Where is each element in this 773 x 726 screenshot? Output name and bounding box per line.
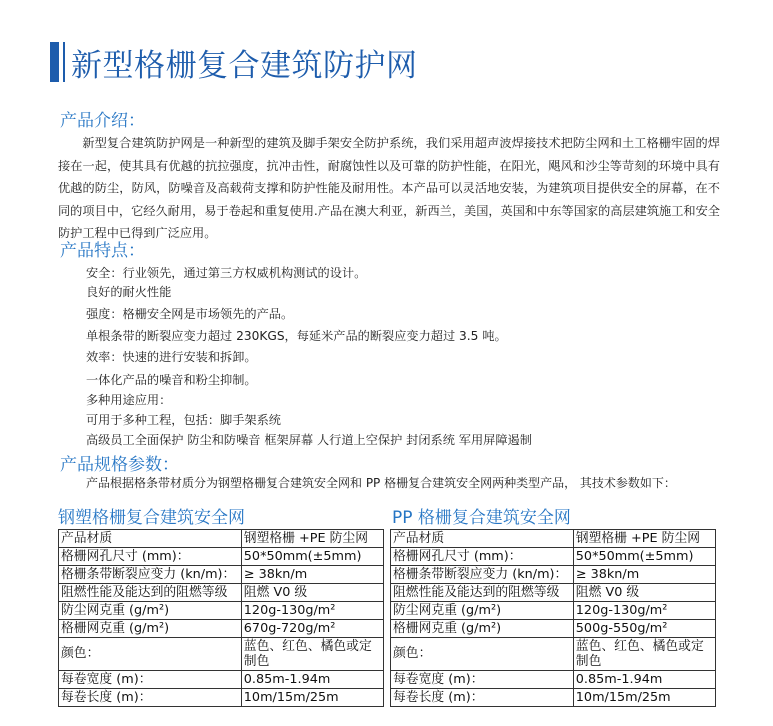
spec-value: ≥ 38kn/m: [573, 566, 715, 584]
spec-key: 阻燃性能及能达到的阻燃等级: [59, 584, 242, 602]
feature-item: 高级员工全面保护 防尘和防噪音 框架屏幕 人行道上空保护 封闭系统 军用屏障遏制: [86, 433, 532, 447]
feature-item: 可用于多种工程，包括：脚手架系统: [86, 413, 281, 427]
intro-paragraph: 新型复合建筑防护网是一种新型的建筑及脚手架安全防护系统，我们采用超声波焊接技术把防尘网和土工格栅牢固的焊接在一起，使其具有优越的抗拉强度，抗冲击性，耐腐蚀性以及可靠的防护性能，在阳光，飓风和沙尘等苛刻的环境中具有优越的防尘，防风，防噪音及高载荷支撑和防护性能及耐用性。本产品可以灵活地安装，为建筑项目提供安全的屏幕，在不同的项目中，它经久耐用，易于卷起和重复使用.产品在澳大利亚，新西兰，美国，英国和中东等国家的高层建筑施工和安全防护工程中已得到广泛应用。: [58, 136, 720, 240]
feature-item: 单根条带的断裂应变力超过 230KGS，每延米产品的断裂应变力超过 3.5 吨。: [86, 329, 507, 343]
intro-heading: 产品介绍：: [60, 111, 145, 131]
spec-value: 0.85m-1.94m: [241, 671, 383, 689]
spec-key: 格栅网克重 (g/m²): [391, 620, 574, 638]
table-row: [391, 584, 716, 602]
table-row: [391, 566, 716, 584]
spec-key: 格栅条带断裂应变力 (kn/m)：: [59, 566, 242, 584]
table-row: [391, 620, 716, 638]
spec-key: 阻燃性能及能达到的阻燃等级: [391, 584, 574, 602]
spec-value: 670g-720g/m²: [241, 620, 383, 638]
spec-value: 10m/15m/25m: [573, 689, 715, 707]
left-table-title: 钢塑格栅复合建筑安全网: [58, 508, 245, 528]
feature-item: 一体化产品的噪音和粉尘抑制。: [86, 373, 257, 387]
features-heading: 产品特点：: [60, 241, 145, 261]
table-row: [59, 584, 384, 602]
spec-key: 颜色：: [391, 638, 574, 671]
table-row: [391, 671, 716, 689]
table-row: [59, 548, 384, 566]
feature-item: 安全：行业领先，通过第三方权威机构测试的设计。: [86, 266, 367, 280]
spec-value: 120g-130g/m²: [241, 602, 383, 620]
table-row: [391, 530, 716, 548]
table-row: [59, 566, 384, 584]
spec-key: 格栅条带断裂应变力 (kn/m)：: [391, 566, 574, 584]
spec-value: 500g-550g/m²: [573, 620, 715, 638]
specs-intro: 产品根据格条带材质分为钢塑格栅复合建筑安全网和 PP 格栅复合建筑安全网两种类型产品， 其技术参数如下：: [86, 476, 676, 490]
spec-key: 防尘网克重 (g/m²): [59, 602, 242, 620]
feature-item: 强度：格栅安全网是市场领先的产品。: [86, 307, 294, 321]
table-row: [59, 602, 384, 620]
feature-item: 多种用途应用：: [86, 393, 172, 407]
spec-value: 钢塑格栅 +PE 防尘网: [241, 530, 383, 548]
page-title: 新型格栅复合建筑防护网: [71, 47, 418, 84]
page-title-block: [50, 40, 418, 84]
table-row: [59, 620, 384, 638]
spec-value: 50*50mm(±5mm): [573, 548, 715, 566]
spec-key: 每卷宽度 (m)：: [391, 671, 574, 689]
spec-key: 每卷宽度 (m)：: [59, 671, 242, 689]
title-accent-line: [63, 42, 65, 82]
table-row: [391, 602, 716, 620]
table-row: [59, 689, 384, 707]
spec-value: 阻燃 V0 级: [241, 584, 383, 602]
spec-value: 10m/15m/25m: [241, 689, 383, 707]
spec-value: ≥ 38kn/m: [241, 566, 383, 584]
table-row: [391, 638, 716, 671]
feature-item: 良好的耐火性能: [86, 285, 172, 299]
table-row: [59, 671, 384, 689]
table-row: [391, 689, 716, 707]
steel-plastic-spec-table: [58, 529, 384, 707]
spec-key: 防尘网克重 (g/m²): [391, 602, 574, 620]
spec-key: 颜色：: [59, 638, 242, 671]
spec-key: 每卷长度 (m)：: [59, 689, 242, 707]
pp-spec-table: [390, 529, 716, 707]
spec-value: 阻燃 V0 级: [573, 584, 715, 602]
spec-value: 50*50mm(±5mm): [241, 548, 383, 566]
right-table-title: PP 格栅复合建筑安全网: [392, 508, 571, 528]
table-row: [59, 530, 384, 548]
feature-item: 效率：快速的进行安装和拆卸。: [86, 350, 257, 364]
spec-value: 蓝色、红色、橘色或定制色: [241, 638, 383, 671]
spec-key: 格栅网克重 (g/m²): [59, 620, 242, 638]
spec-key: 格栅网孔尺寸 (mm)：: [391, 548, 574, 566]
spec-key: 产品材质: [59, 530, 242, 548]
table-row: [59, 638, 384, 671]
spec-value: 0.85m-1.94m: [573, 671, 715, 689]
spec-key: 每卷长度 (m)：: [391, 689, 574, 707]
spec-value: 钢塑格栅 +PE 防尘网: [573, 530, 715, 548]
title-accent-bar: [50, 42, 59, 82]
spec-key: 产品材质: [391, 530, 574, 548]
table-row: [391, 548, 716, 566]
specs-heading: 产品规格参数：: [60, 455, 179, 475]
spec-key: 格栅网孔尺寸 (mm)：: [59, 548, 242, 566]
spec-value: 120g-130g/m²: [573, 602, 715, 620]
spec-value: 蓝色、红色、橘色或定制色: [573, 638, 715, 671]
